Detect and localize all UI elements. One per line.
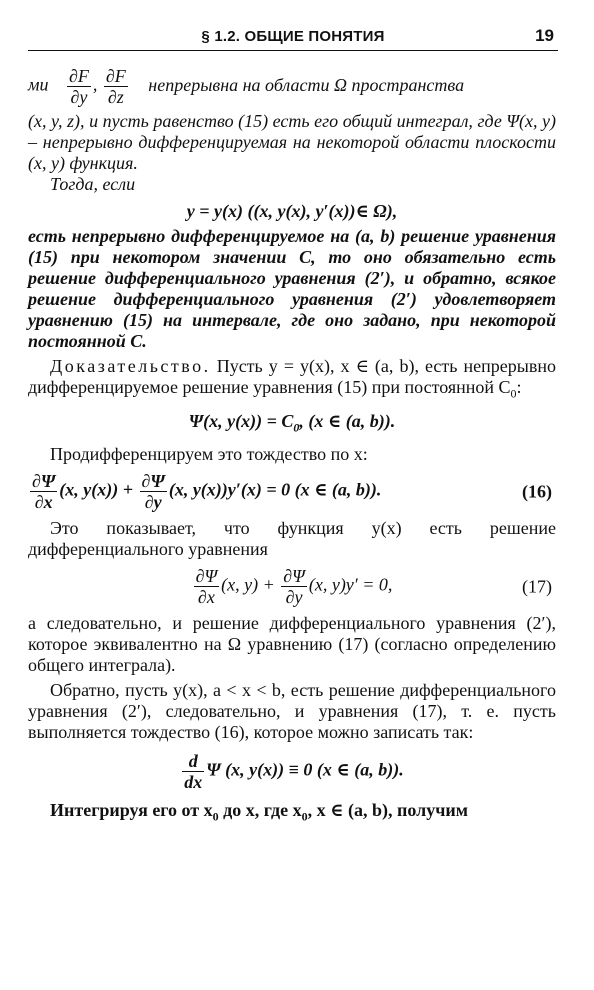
frac2-numerator: ∂F: [105, 66, 126, 86]
page-body: [28, 66, 556, 828]
equation-17: [28, 566, 556, 607]
frac1-denominator: ∂y: [70, 87, 88, 107]
theorem-paragraph-2: Тогда, если: [50, 174, 136, 194]
eq16-part-a: (x, y(x)) +: [59, 479, 134, 500]
eq2-subscript: 0: [293, 420, 300, 435]
equation-derivative-identity: [28, 751, 556, 792]
theorem-paragraph-1: (x, y, z), и пусть равенство (15) есть его общий интеграл, где Ψ(x, y) – непрерывно дифференцируемая на некоторой области плоскости (x, y) функция.: [28, 111, 556, 173]
proof-subscript: 0: [510, 386, 517, 401]
integrating-part-b: до x, где x: [218, 800, 302, 821]
eq16-frac2-den: ∂y: [144, 492, 162, 513]
fraction-dPsi-dy: [140, 471, 167, 512]
frac2-denominator: ∂z: [107, 87, 124, 107]
line1-prefix: ми: [28, 74, 49, 95]
deriv-frac-num: d: [182, 751, 204, 772]
eq2-left: Ψ(x, y(x)) = C: [188, 410, 294, 431]
running-title: § 1.2. ОБЩИЕ ПОНЯТИЯ: [201, 28, 385, 45]
integrating-part-a: Интегрируя его от x: [50, 800, 213, 821]
page-header: [28, 28, 558, 51]
proof-colon: :: [516, 377, 522, 397]
fraction-dPsi-dx: [30, 471, 57, 512]
eq17-frac1-den: ∂x: [197, 587, 215, 608]
differentiate-line: Продифференцируем это тождество по x:: [50, 444, 368, 465]
eq16-frac1-den: ∂x: [34, 492, 53, 513]
integrating-sub-2: 0: [301, 809, 308, 824]
deriv-frac-den: dx: [184, 772, 203, 793]
theorem-paragraph-3: есть непрерывно дифференцируемое на (a, b) решение уравнения (15) при некотором значении C, то оно обязательно есть решение дифференциального уравнения (2′), и обратно, всякое решение дифференциального уравнения (2′) удовлетворяет уравнению (15) на интервале, где оно задано, при некоторой постоянной C.: [28, 226, 556, 351]
eq2-right: , (x ∈ (a, b)).: [299, 410, 396, 431]
fraction-dF-dz: [104, 66, 128, 107]
integrating-sub-1: 0: [212, 809, 219, 824]
fraction-d-dx: [182, 751, 204, 792]
page-number: 19: [535, 26, 554, 45]
eq16-frac2-num: ∂Ψ: [141, 471, 165, 492]
fraction17-dPsi-dy: [281, 566, 307, 607]
equation-16: [28, 471, 556, 512]
integrating-part-c: , x ∈ (a, b), получим: [307, 800, 468, 821]
equation-psi-const: [28, 411, 556, 439]
fraction17-dPsi-dx: [194, 566, 220, 607]
line1-text: непрерывна на области Ω пространства: [148, 74, 465, 95]
eq17-part-a: (x, y) +: [221, 574, 275, 595]
proof-text: Пусть y = y(x), x ∈ (a, b), есть непрерывно дифференцируемое решение уравнения (15) при постоянной C: [28, 356, 556, 397]
equation-number-17: (17): [522, 576, 552, 597]
eq17-frac2-den: ∂y: [285, 587, 303, 608]
proof-paragraph: [28, 356, 556, 405]
eq17-frac2-num: ∂Ψ: [283, 566, 305, 587]
equation-number-16: (16): [522, 481, 552, 502]
eq16-frac1-num: ∂Ψ: [32, 471, 56, 492]
eq16-part-b: (x, y(x))y′(x) = 0 (x ∈ (a, b)).: [168, 479, 382, 500]
frac1-numerator: ∂F: [69, 66, 89, 86]
theorem-first-line: [28, 66, 556, 107]
consequence-paragraph: а следовательно, и решение дифференциального уравнения (2′), которое эквивалентно на Ω уравнению (17) (согласно определению общего интеграла).: [28, 613, 556, 676]
deriv-equation-rest: Ψ (x, y(x)) ≡ 0 (x ∈ (a, b)).: [206, 759, 404, 780]
fraction-separator: ,: [92, 74, 98, 95]
converse-paragraph: Обратно, пусть y(x), a < x < b, есть решение дифференциального уравнения (2′), следовательно, и уравнения (17), т. е. пусть выполняется тождество (16), которое можно записать так:: [28, 680, 556, 743]
equation-y-of-x: y = y(x) ((x, y(x), y′(x))∈ Ω),: [186, 201, 398, 221]
shows-paragraph: Это показывает, что функция y(x) есть решение дифференциального уравнения: [28, 518, 556, 560]
eq17-part-b: (x, y)y′ = 0,: [308, 574, 393, 595]
proof-word: Доказательство.: [50, 356, 211, 376]
integrating-line: [28, 800, 556, 828]
fraction-dF-dy: [67, 66, 91, 107]
eq17-frac1-num: ∂Ψ: [195, 566, 218, 587]
